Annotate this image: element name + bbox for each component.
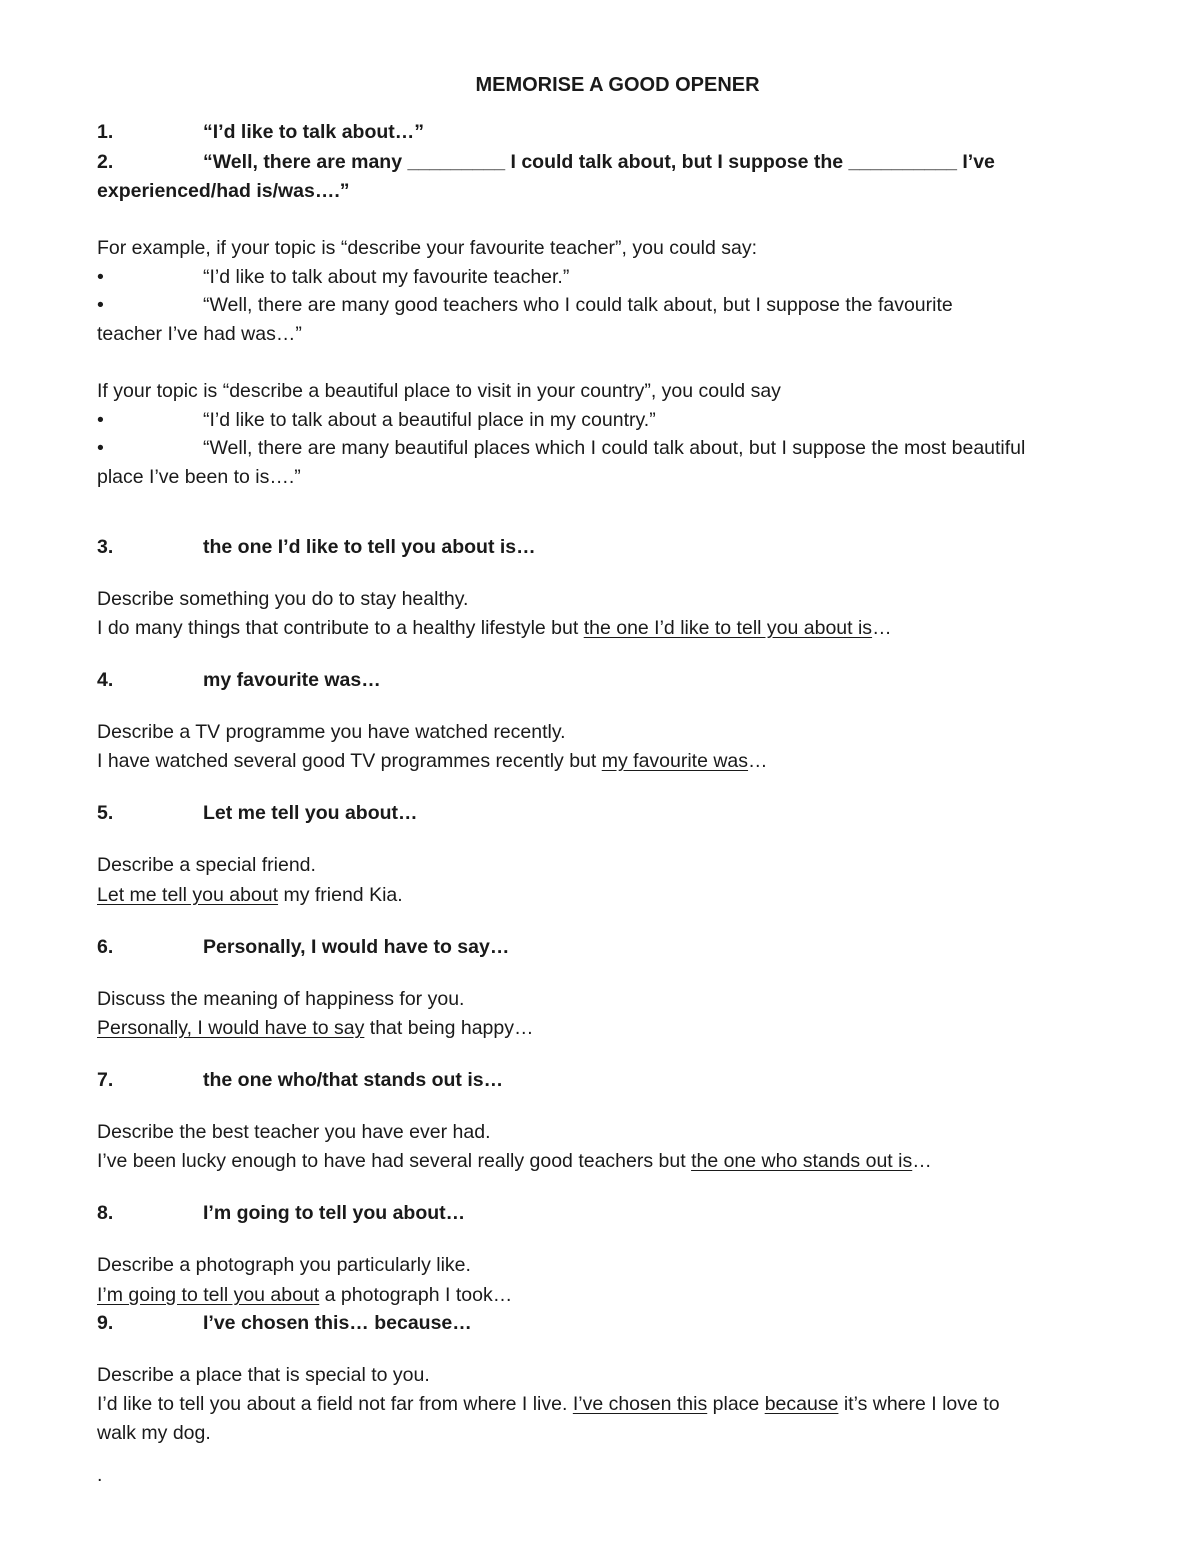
section-example: I’m going to tell you about a photograph I took… xyxy=(97,1284,513,1306)
section-heading: my favourite was… xyxy=(203,669,381,691)
final-dot: . xyxy=(97,1464,103,1486)
item-text: “I’d like to talk about…” xyxy=(203,121,425,143)
section-number: 3. xyxy=(97,536,114,558)
section-number: 7. xyxy=(97,1069,114,1091)
section-heading: Let me tell you about… xyxy=(203,802,418,824)
section-example: I’d like to tell you about a field not far from where I live. I’ve chosen this place because it’s where I love to xyxy=(97,1393,1000,1415)
section-number: 8. xyxy=(97,1202,114,1224)
section-number: 5. xyxy=(97,802,114,824)
section-prompt: Describe a place that is special to you. xyxy=(97,1364,430,1386)
section-number: 4. xyxy=(97,669,114,691)
example-bullet-text: “Well, there are many good teachers who I could talk about, but I suppose the favourite xyxy=(203,294,953,316)
example-bullet-text: “I’d like to talk about my favourite teacher.” xyxy=(203,266,570,288)
item-number: 1. xyxy=(97,121,114,143)
section-example-continued: walk my dog. xyxy=(97,1422,211,1444)
section-example: Personally, I would have to say that being happy… xyxy=(97,1017,534,1039)
item-number: 2. xyxy=(97,151,114,173)
section-example: I’ve been lucky enough to have had several really good teachers but the one who stands out is… xyxy=(97,1150,932,1172)
section-prompt: Describe a TV programme you have watched recently. xyxy=(97,721,566,743)
section-example: Let me tell you about my friend Kia. xyxy=(97,884,403,906)
section-prompt: Describe a photograph you particularly like. xyxy=(97,1254,471,1276)
section-heading: the one I’d like to tell you about is… xyxy=(203,536,536,558)
bullet: • xyxy=(97,409,104,431)
section-prompt: Describe something you do to stay healthy. xyxy=(97,588,469,610)
example-intro: If your topic is “describe a beautiful place to visit in your country”, you could say xyxy=(97,380,781,402)
example-bullet-continued: teacher I’ve had was…” xyxy=(97,323,302,345)
section-prompt: Discuss the meaning of happiness for you. xyxy=(97,988,465,1010)
bullet: • xyxy=(97,294,104,316)
bullet: • xyxy=(97,266,104,288)
bullet: • xyxy=(97,437,104,459)
example-intro: For example, if your topic is “describe your favourite teacher”, you could say: xyxy=(97,237,758,259)
section-heading: I’m going to tell you about… xyxy=(203,1202,466,1224)
section-heading: the one who/that stands out is… xyxy=(203,1069,504,1091)
page-title: MEMORISE A GOOD OPENER xyxy=(475,74,760,96)
item-text: “Well, there are many _________ I could talk about, but I suppose the __________ I’ve xyxy=(203,151,995,173)
section-number: 9. xyxy=(97,1312,114,1334)
section-heading: Personally, I would have to say… xyxy=(203,936,510,958)
section-example: I have watched several good TV programmes recently but my favourite was… xyxy=(97,750,768,772)
section-number: 6. xyxy=(97,936,114,958)
section-heading: I’ve chosen this… because… xyxy=(203,1312,472,1334)
section-prompt: Describe a special friend. xyxy=(97,854,316,876)
example-bullet-continued: place I’ve been to is….” xyxy=(97,466,301,488)
section-prompt: Describe the best teacher you have ever had. xyxy=(97,1121,491,1143)
example-bullet-text: “Well, there are many beautiful places which I could talk about, but I suppose the most beautiful xyxy=(203,437,1026,459)
example-bullet-text: “I’d like to talk about a beautiful place in my country.” xyxy=(203,409,656,431)
section-example: I do many things that contribute to a healthy lifestyle but the one I’d like to tell you about is… xyxy=(97,617,892,639)
item-text-continued: experienced/had is/was….” xyxy=(97,180,350,202)
